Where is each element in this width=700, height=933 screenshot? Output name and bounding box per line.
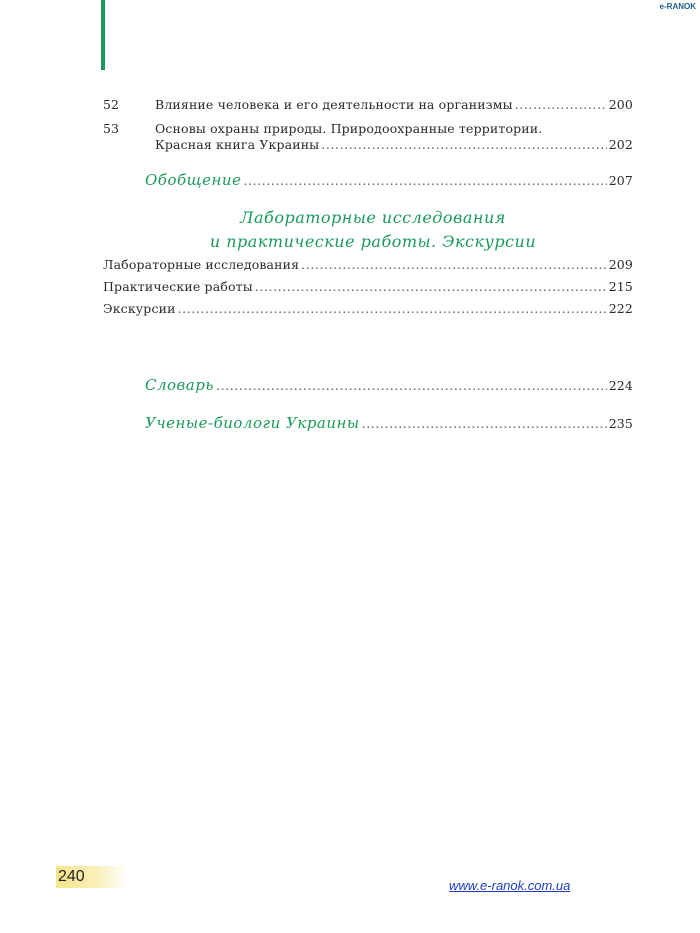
toc-item-number: 52 bbox=[103, 97, 119, 112]
toc-entry[interactable] bbox=[155, 137, 633, 152]
toc-summary-entry[interactable] bbox=[145, 171, 633, 189]
toc-entry-title: Влияние человека и его деятельности на организмы bbox=[155, 97, 513, 112]
dictionary-title: Словарь bbox=[145, 376, 215, 394]
toc-entry[interactable] bbox=[103, 257, 633, 272]
publisher-logo: e-RANOK bbox=[659, 2, 696, 11]
website-link[interactable]: www.e-ranok.com.ua bbox=[449, 878, 571, 893]
scientists-title: Ученые-биологи Украины bbox=[145, 414, 360, 432]
leader-dots bbox=[216, 378, 607, 393]
toc-entry-page: 200 bbox=[608, 97, 633, 112]
toc-entry-page: 222 bbox=[608, 301, 633, 316]
toc-entry-title: Практические работы bbox=[103, 279, 253, 294]
scientists-page: 235 bbox=[608, 416, 633, 431]
summary-page: 207 bbox=[608, 173, 633, 188]
toc-entry-page: 209 bbox=[608, 257, 633, 272]
toc-entry-page: 202 bbox=[608, 137, 633, 152]
leader-dots bbox=[321, 137, 606, 152]
toc-entry[interactable] bbox=[155, 97, 633, 112]
leader-dots bbox=[243, 173, 606, 188]
leader-dots bbox=[515, 97, 607, 112]
leader-dots bbox=[178, 301, 607, 316]
section-heading-line1: Лабораторные исследования bbox=[240, 208, 506, 227]
leader-dots bbox=[362, 416, 607, 431]
toc-item-number: 53 bbox=[103, 121, 119, 136]
decorative-green-bar bbox=[101, 0, 105, 70]
toc-scientists-entry[interactable] bbox=[145, 414, 633, 432]
toc-entry-title-line1: Основы охраны природы. Природоохранные территории. bbox=[155, 121, 543, 136]
toc-entry-page: 215 bbox=[608, 279, 633, 294]
toc-entry-title: Красная книга Украины bbox=[155, 137, 320, 152]
leader-dots bbox=[255, 279, 607, 294]
toc-entry[interactable] bbox=[103, 301, 633, 316]
page-number: 240 bbox=[56, 866, 128, 888]
toc-entry-title: Лабораторные исследования bbox=[103, 257, 300, 272]
dictionary-page: 224 bbox=[608, 378, 633, 393]
section-heading-line2: и практические работы. Экскурсии bbox=[209, 232, 537, 251]
leader-dots bbox=[301, 257, 607, 272]
toc-entry-title: Экскурсии bbox=[103, 301, 176, 316]
toc-dictionary-entry[interactable] bbox=[145, 376, 633, 394]
summary-title: Обобщение bbox=[145, 171, 242, 189]
toc-entry[interactable] bbox=[103, 279, 633, 294]
